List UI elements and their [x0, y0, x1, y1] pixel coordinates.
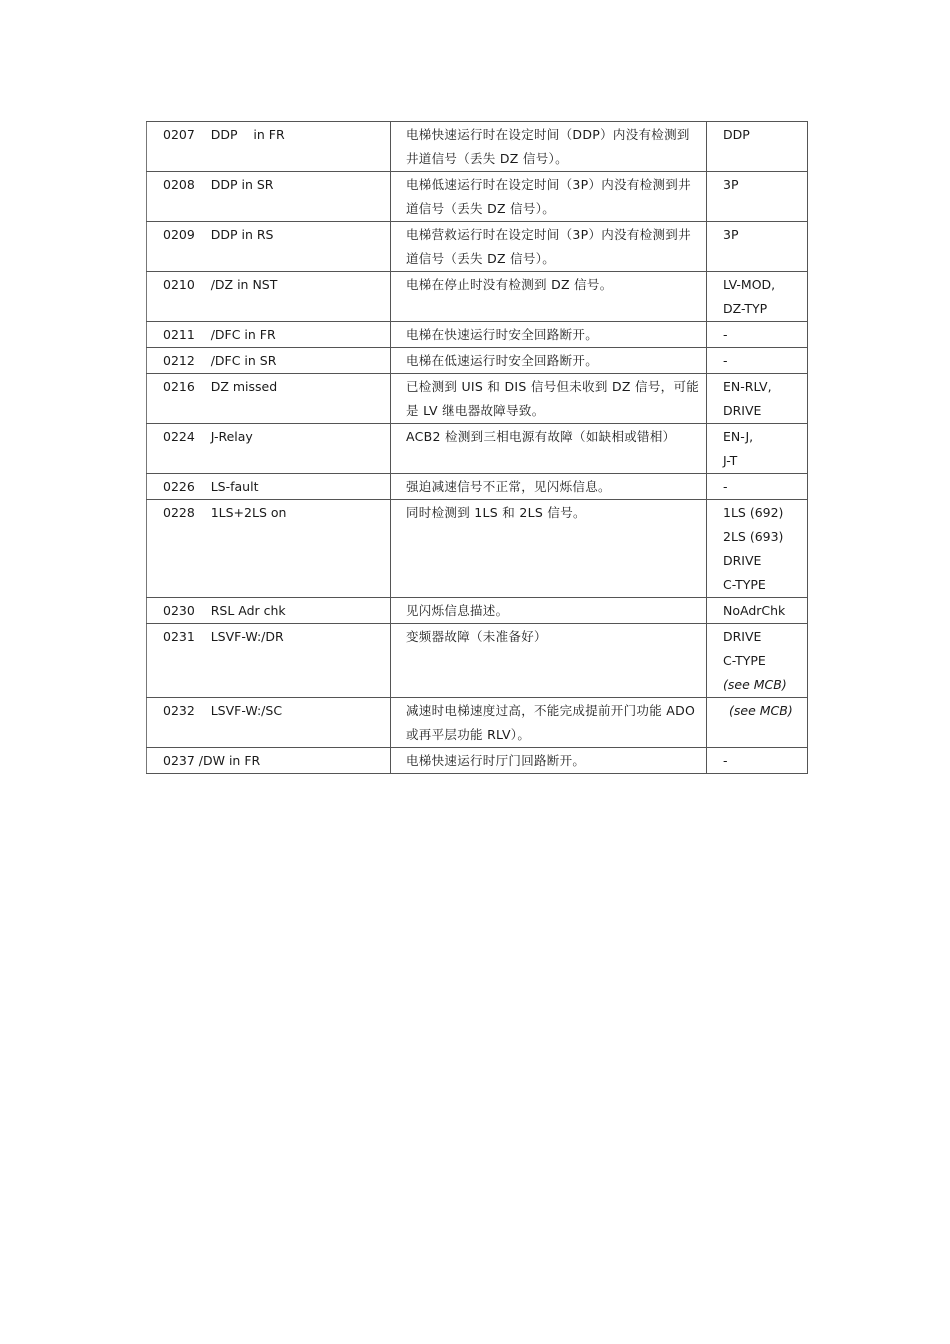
check-items-cell [707, 272, 808, 322]
description-cell: 电梯在快速运行时安全回路断开。 [391, 322, 707, 348]
check-items-cell [707, 348, 808, 374]
description-cell: 电梯快速运行时厅门回路断开。 [391, 748, 707, 774]
description-cell: 同时检测到 1LS 和 2LS 信号。 [391, 500, 707, 598]
table-row [147, 474, 808, 500]
description-cell: 减速时电梯速度过高，不能完成提前开门功能 ADO 或再平层功能 RLV）。 [391, 698, 707, 748]
check-item-line: J-T [723, 453, 738, 468]
check-item-line: EN-RLV, [723, 379, 772, 394]
table-row [147, 222, 808, 272]
check-item-line: - [723, 479, 728, 494]
check-items-cell [707, 222, 808, 272]
check-item-line: EN-J, [723, 429, 754, 444]
table-row [147, 322, 808, 348]
description-cell: 变频器故障（未准备好） [391, 624, 707, 698]
error-code-cell: 0231 LSVF-W:/DR [147, 624, 391, 698]
table-row [147, 598, 808, 624]
check-item-line: DRIVE [723, 553, 762, 568]
check-item-line: (see MCB) [729, 703, 793, 718]
error-code-cell: 0216 DZ missed [147, 374, 391, 424]
description-cell: 电梯在低速运行时安全回路断开。 [391, 348, 707, 374]
error-code-table-body [147, 122, 808, 774]
table-row [147, 172, 808, 222]
description-cell: 电梯营救运行时在设定时间（3P）内没有检测到井道信号（丢失 DZ 信号）。 [391, 222, 707, 272]
error-code-cell: 0228 1LS+2LS on [147, 500, 391, 598]
check-items-cell [707, 474, 808, 500]
check-items-cell [707, 624, 808, 698]
check-items-cell [707, 122, 808, 172]
check-items-cell [707, 598, 808, 624]
check-item-line: DRIVE [723, 403, 762, 418]
check-items-cell [707, 748, 808, 774]
error-code-cell: 0211 /DFC in FR [147, 322, 391, 348]
error-code-cell: 0237 /DW in FR [147, 748, 391, 774]
table-row [147, 272, 808, 322]
description-cell: 电梯低速运行时在设定时间（3P）内没有检测到井道信号（丢失 DZ 信号）。 [391, 172, 707, 222]
check-item-line: - [723, 327, 728, 342]
table-row [147, 624, 808, 698]
error-code-cell: 0207 DDP in FR [147, 122, 391, 172]
error-code-table-container [146, 121, 807, 774]
check-item-line: 3P [723, 227, 739, 242]
check-item-line: C-TYPE [723, 653, 766, 668]
check-items-cell [707, 172, 808, 222]
check-item-line: 2LS (693) [723, 529, 784, 544]
check-item-line: (see MCB) [723, 677, 787, 692]
table-row [147, 424, 808, 474]
check-item-line: C-TYPE [723, 577, 766, 592]
table-row [147, 698, 808, 748]
table-row [147, 748, 808, 774]
description-cell: ACB2 检测到三相电源有故障（如缺相或错相） [391, 424, 707, 474]
table-row [147, 122, 808, 172]
table-row [147, 348, 808, 374]
check-item-line: NoAdrChk [723, 603, 786, 618]
table-row [147, 374, 808, 424]
check-items-cell [707, 500, 808, 598]
error-code-cell: 0208 DDP in SR [147, 172, 391, 222]
description-cell: 电梯在停止时没有检测到 DZ 信号。 [391, 272, 707, 322]
check-items-cell [707, 322, 808, 348]
description-cell: 见闪烁信息描述。 [391, 598, 707, 624]
error-code-cell: 0226 LS-fault [147, 474, 391, 500]
check-item-line: DRIVE [723, 629, 762, 644]
check-items-cell [707, 374, 808, 424]
check-item-line: - [723, 753, 728, 768]
error-code-cell: 0212 /DFC in SR [147, 348, 391, 374]
check-item-line: DDP [723, 127, 750, 142]
check-item-line: 1LS (692) [723, 505, 784, 520]
check-item-line: DZ-TYP [723, 301, 768, 316]
description-cell: 强迫减速信号不正常，见闪烁信息。 [391, 474, 707, 500]
check-items-cell [707, 698, 808, 748]
error-code-cell: 0232 LSVF-W:/SC [147, 698, 391, 748]
check-item-line: LV-MOD, [723, 277, 776, 292]
error-code-cell: 0224 J-Relay [147, 424, 391, 474]
table-row [147, 500, 808, 598]
description-cell: 电梯快速运行时在设定时间（DDP）内没有检测到井道信号（丢失 DZ 信号）。 [391, 122, 707, 172]
check-item-line: - [723, 353, 728, 368]
error-code-cell: 0210 /DZ in NST [147, 272, 391, 322]
error-code-cell: 0230 RSL Adr chk [147, 598, 391, 624]
check-item-line: 3P [723, 177, 739, 192]
error-code-cell: 0209 DDP in RS [147, 222, 391, 272]
error-code-table [146, 121, 808, 774]
check-items-cell [707, 424, 808, 474]
description-cell: 已检测到 UIS 和 DIS 信号但未收到 DZ 信号，可能是 LV 继电器故障导致。 [391, 374, 707, 424]
